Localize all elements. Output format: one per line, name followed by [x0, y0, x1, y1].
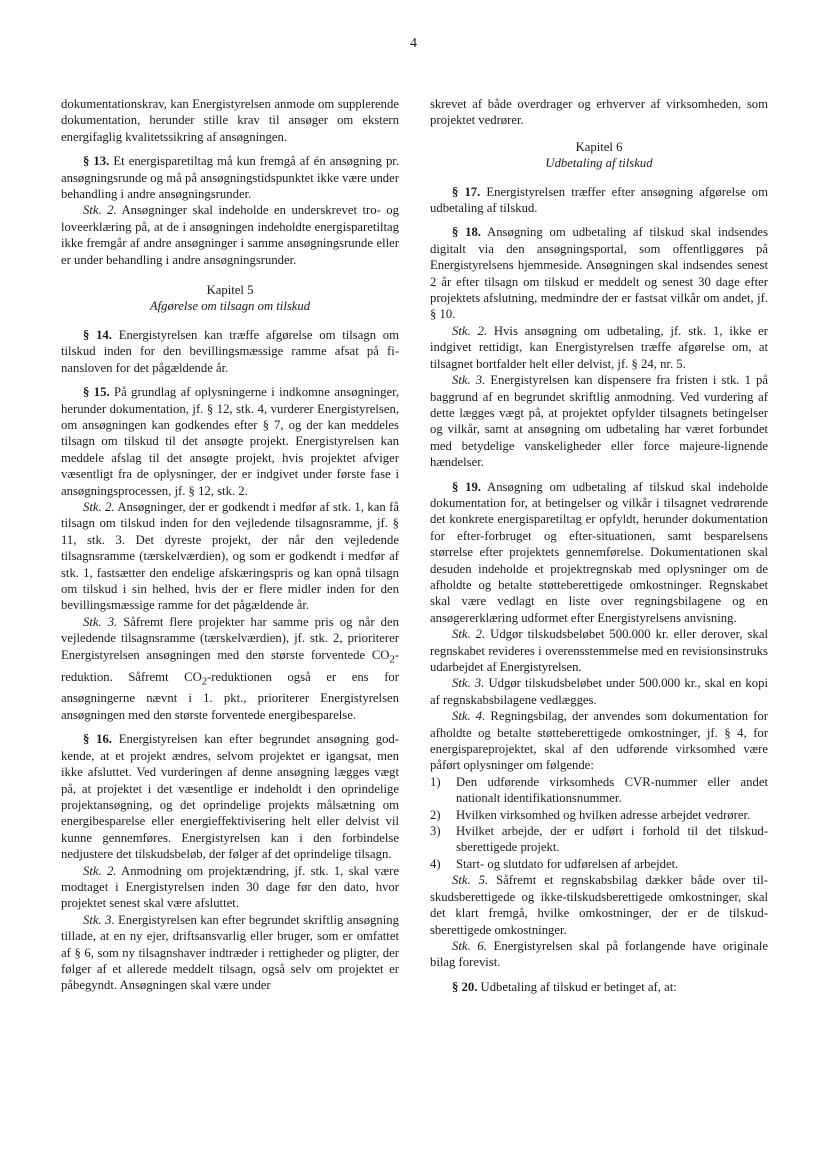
stk-text: Ansøgninger, der er godkendt i medfør af stk. 1, kan få tilsagn om tilskud inden for den vejledende tilsagnsramme, jf. § 11, stk. 3. Det dyreste projekt, der når den vejledende tilsagnsramme (tærskelværdien), og som er godkendt i medfør af stk. 1, fastsætter den endelige afskæringspris og kan opnå tilsagn om tilskud i sin helhed, hvis der er flere midler inden for den bevillingsmæssige ramme for det pågældende år.: [61, 499, 399, 613]
list-item: [430, 856, 768, 872]
stk-text: Regningsbilag, der anvendes som dokumentation for afholdte og betalte støtteberettigede omkostninger, jf. § 4, for energispareprojektet, skal af den udførende virksomhed være påført oplysninger om følgende:: [430, 709, 768, 773]
stk-label: Stk. 3.: [452, 676, 485, 691]
section-label: § 14.: [83, 327, 112, 342]
subscript: 2: [389, 654, 395, 666]
stk-text-c: -reduktionen også er ens for ansøgningerne nævnt i 1. pkt., prioriterer Energistyrelsen ansøgningen med den største forventede energibesparelse.: [61, 669, 399, 722]
section-16: [61, 731, 399, 862]
stk-text: Såfremt et regnskabsbilag dækker både over tilskudsberettigede og ikke-tilskudsberettigede omkostninger, skal det klart fremgå, hvilke omkostninger, der er de tilskudsberettigede omkostninger.: [430, 873, 768, 937]
section-18-stk-2: [430, 323, 768, 372]
section-19-stk-5: [430, 872, 768, 938]
stk-text: Udgør tilskudsbeløbet 500.000 kr. eller derover, skal regnskabet revideres i overensstemmelse med en revisionsinstruks udarbejdet af Energistyrelsen.: [430, 627, 768, 674]
stk-label: Stk. 3.: [83, 614, 118, 629]
section-15-stk-2: [61, 499, 399, 614]
section-text: På grundlag af oplysningerne i indkomne ansøgninger, herunder dokumentation, jf. § 12, stk. 4, vurderer Energistyrelsen, om ansøgningen kan godkendes efter § 7, og der kan meddeles tilsagn om tilskud til det ansøgte projekt. Energistyrelsen kan meddele afslag til det ansøgte projekt, hvis projektet afviger væsentligt fra de oplysninger, der er indgivet under første fase i ansøgningsprocessen, jf. § 12, stk. 2.: [61, 385, 399, 498]
list-text: Den udførende virksomheds CVR-nummer eller andet nationalt identifikationsnummer.: [456, 774, 768, 806]
stk-label: Stk. 2.: [83, 499, 115, 514]
intro-paragraph: dokumentationskrav, kan Energistyrelsen anmode om supplerende dokumentation, herunder stille krav til ansøger om ekstern energifaglig kvalitetssikring af ansøgningen.: [61, 97, 399, 144]
section-text: Energistyrelsen træffer efter ansøgning afgørelse om udbetaling af tilskud.: [430, 184, 768, 216]
section-18: [430, 224, 768, 322]
list-item: [430, 823, 768, 856]
section-13: [61, 153, 399, 202]
section-text: Ansøgning om udbetaling af tilskud skal indsendes digitalt via den ansøgningsportal, som offentliggøres på Energistyrelsens hjemmeside. Ansøgningen skal indsendes senest 2 år efter tilsagn om tilskud er meddelt og senest 30 dage efter projektets afslutning, medmindre der er fastsat vilkår om andet, jf. § 10.: [430, 225, 769, 322]
chapter-5-title: Afgørelse om tilsagn om tilskud: [149, 299, 311, 314]
left-column: [61, 96, 399, 994]
list-item: [430, 774, 768, 807]
section-20: [430, 979, 768, 995]
list-number: 4): [430, 856, 441, 871]
section-text: Energistyrelsen kan træffe afgørelse om tilsagn om tilskud inden for den bevillingsmæssige ramme afsat på finansloven for det pågældende år.: [61, 327, 399, 375]
stk-label: Stk. 2.: [83, 203, 117, 218]
section-label: § 18.: [452, 225, 481, 240]
subscript: 2: [201, 676, 208, 688]
chapter-5-number: Kapitel 5: [206, 283, 254, 298]
section-18-stk-3: [430, 372, 768, 470]
stk-label: Stk. 3.: [83, 912, 115, 927]
section-label: § 19.: [452, 479, 481, 494]
section-19-stk-3: [430, 675, 768, 708]
section-text: Udbetaling af tilskud er betinget af, at:: [477, 979, 677, 994]
stk-text: Energistyrelsen kan efter begrundet skriftlig ansøgning tillade, at en ny ejer, driftsansvarlig eller bruger, som er omfattet af § 6, som ny tilsagnshaver indtræder i rettigheder og pligter, der følger af et allerede meddelt tilsagn, også selv om projektet er påbegyndt. Ansøgningen skal være under: [61, 912, 399, 993]
stk-label: Stk. 2.: [452, 323, 488, 338]
section-19: [430, 479, 768, 627]
page-number: 4: [410, 36, 417, 51]
section-label: § 15.: [83, 385, 110, 400]
stk-text: Energistyrelsen kan dispensere fra fristen i stk. 1 på baggrund af en begrundet skriftlig anmodning. Ved vurdering af dette lægges vægt på, at projektet opfylder tilsagnets betingelser og vilkår, samt at ansøgning om udbetaling har været forbundet med betydelige vanskeligheder eller force majeure-lignende hændelser.: [430, 373, 768, 470]
stk-label: Stk. 2.: [83, 863, 117, 878]
section-label: § 13.: [83, 154, 110, 169]
section-label: § 16.: [83, 732, 112, 747]
section-15-stk-3: [61, 614, 399, 724]
section-15: [61, 384, 399, 499]
stk-label: Stk. 5.: [452, 873, 489, 888]
section-label: § 17.: [452, 184, 481, 199]
stk-text: Udgør tilskudsbeløbet under 500.000 kr., skal en kopi af regnskabsbilagene vedlægges.: [430, 676, 768, 707]
section-19-stk-6: [430, 938, 768, 971]
continuation-paragraph: skrevet af både overdrager og erhverver af virksomheden, som projektet vedrører.: [430, 97, 768, 128]
stk-text-a: Såfremt flere projekter har samme pris og når den vejledende tilsagnsramme (tærskelværdien), jf. stk. 2, prioriterer Energistyrelsen ansøgningen med den største forventede CO: [61, 614, 399, 662]
list-item: [430, 807, 768, 823]
chapter-6-number: Kapitel 6: [575, 139, 623, 154]
stk-label: Stk. 3.: [452, 373, 486, 388]
section-17: [430, 184, 768, 217]
section-16-stk-2: [61, 863, 399, 912]
section-14: [61, 327, 399, 376]
section-13-stk-2: [61, 202, 399, 268]
list-text: Start- og slutdato for udførelsen af arbejdet.: [456, 856, 679, 871]
section-19-stk-2: [430, 626, 768, 675]
section-text: Energistyrelsen kan efter begrundet ansøgning godkende, at et projekt ændres, selvom projektet er igangsat, men ikke afsluttet. Ved vurderingen af denne ansøgning lægges vægt på, at projektet i det væsentlige er indeholdt i den oprindelige projektansøgning, og det oprindelige projekts målsætning om energibesparelse eller energieffektivisering helt eller delvist vil kunne gennemføres. Energistyrelsen kan i den forbindelse nedjustere det tilskudsbeløb, der følger af det oprindelige tilsagn.: [61, 732, 400, 862]
numbered-list: [430, 774, 768, 872]
section-16-stk-3: [61, 912, 399, 994]
list-text: Hvilket arbejde, der er udført i forhold til det tilskudsberettigede projekt.: [456, 824, 768, 855]
section-text: Ansøgning om udbetaling af tilskud skal indeholde dokumentation for, at betingelser og vilkår i tilsagnet vedrørende det konkrete energisparetiltag er opfyldt, herunder dokumentation for efter-forbruget og efter-situationen, samt besparelsens størrelse efter projektets gennemførelse. Dokumentationen skal desuden indeholde et projektregnskab med oplysninger om de afholdte og betalte støtteberettigede omkostninger. Regnskabet skal være vedlagt en liste over regningsbilagene og en ansøgererklæring udformet efter Energistyrelsens anvisning.: [430, 479, 769, 625]
stk-text-b: -reduktion. Såfremt CO: [61, 647, 399, 684]
stk-label: Stk. 2.: [452, 627, 486, 642]
stk-text: Energistyrelsen skal på forlangende have originale bilag forevist.: [430, 938, 768, 970]
section-19-stk-4: [430, 708, 768, 774]
chapter-6-title: Udbetaling af tilskud: [545, 156, 653, 171]
list-number: 1): [430, 774, 441, 789]
list-number: 3): [430, 824, 441, 839]
stk-text: Hvis ansøgning om udbetaling, jf. stk. 1, ikke er indgivet rettidigt, kan Energistyrelsen træffe afgørelse om, at tilsagnet bortfalder helt eller delvist, jf. § 24, nr. 5.: [430, 323, 768, 371]
right-column: [430, 96, 768, 995]
section-label: § 20.: [452, 979, 478, 994]
list-number: 2): [430, 807, 441, 822]
list-text: Hvilken virksomhed og hvilken adresse arbejdet vedrører.: [456, 807, 751, 822]
section-text: Et energisparetiltag må kun fremgå af én ansøgning pr. ansøgningsrunde og må på ansøgningstidspunktet ikke være under behandling i andre ansøgningsrunder.: [61, 154, 400, 202]
stk-text: Ansøgninger skal indeholde en underskrevet tro- og loveerklæring på, at de i ansøgningen indeholdte energisparetiltag ikke fremgår af andre ansøgninger i samme ansøgningsrunde eller er under behandling i andre ansøgningsrunder.: [61, 203, 399, 267]
stk-text: Anmodning om projektændring, jf. stk. 1, skal være modtaget i Energistyrelsen inden 30 dage før den dato, hvor projektet senest skal være afsluttet.: [61, 863, 399, 911]
stk-label: Stk. 4.: [452, 709, 486, 724]
stk-label: Stk. 6.: [452, 938, 487, 953]
